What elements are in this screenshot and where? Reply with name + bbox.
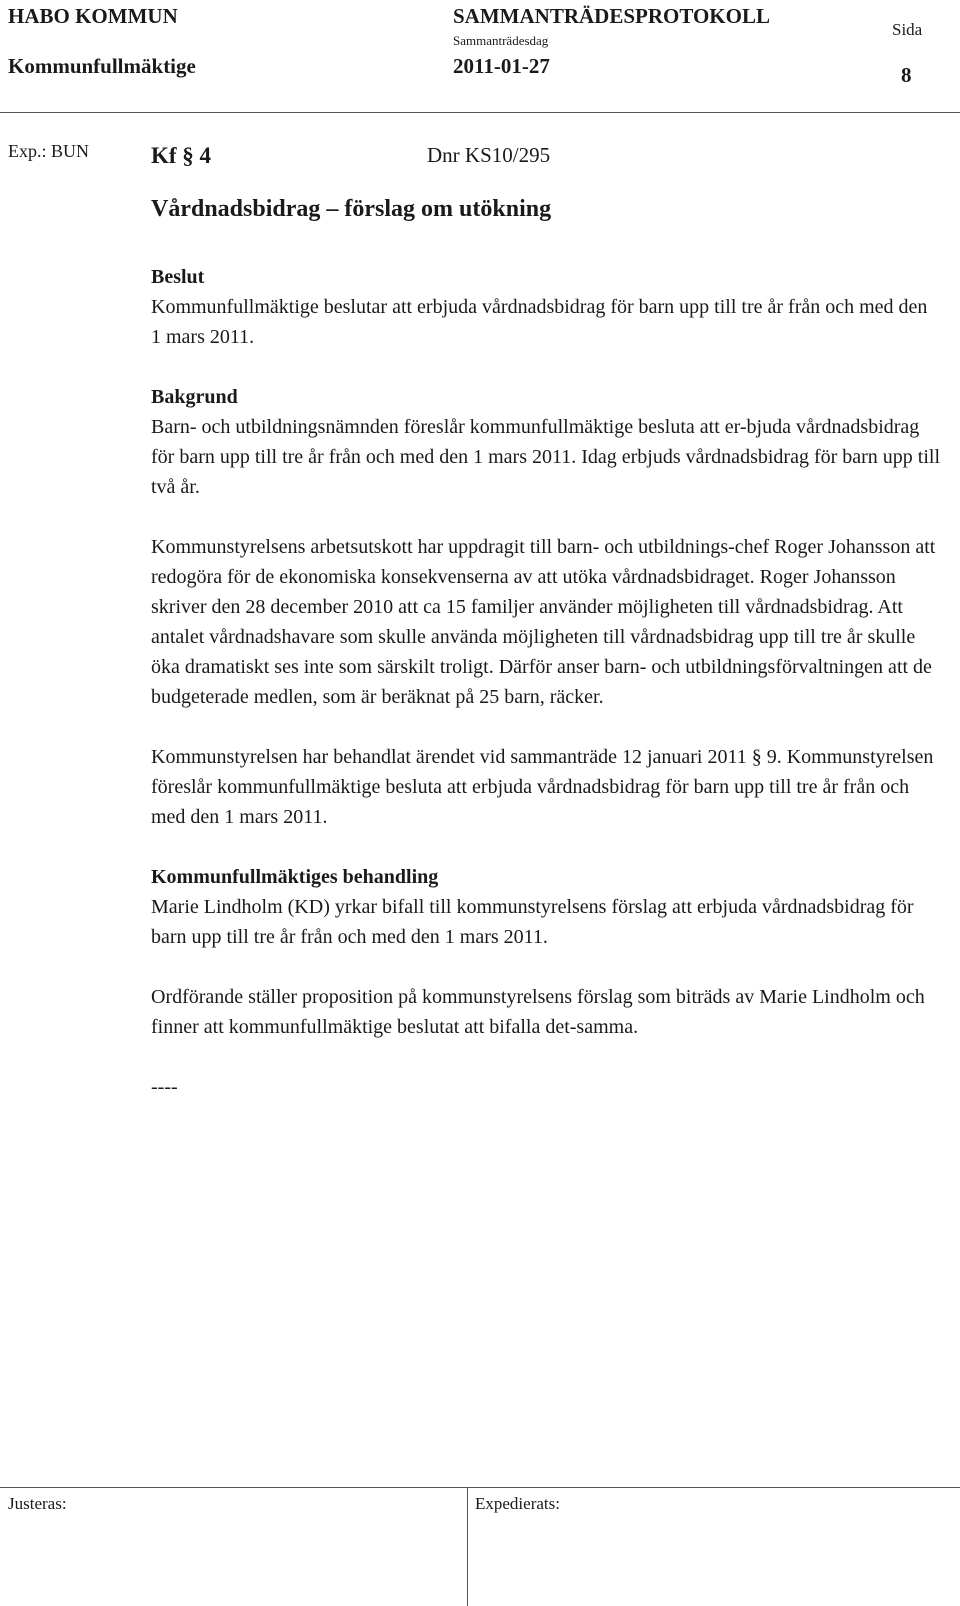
meeting-date: 2011-01-27: [453, 54, 550, 78]
dnr: Dnr KS10/295: [427, 143, 551, 167]
ksau-text: Kommunstyrelsens arbetsutskott har uppdragit till barn- och utbildnings-chef Roger Johansson att redogöra för de ekonomiska konsekvenserna av att utöka vårdnadsbidraget. Roger Johansson skriver den 28 december 2010 att ca 15 familjer använder möjligheten till vårdnadsbidrag. Att antalet vårdnadshavare som skulle använda möjligheten till vårdnadsbidrag upp till tre år skulle öka dramatiskt ses inte som särskilt troligt. Därför anser barn- och utbildningsförvaltningen att de budgeterade medlen, som är beräknat på 25 barn, räcker.: [151, 536, 936, 708]
footer-rule: [0, 1487, 960, 1488]
ks-text: Kommunstyrelsen har behandlat ärendet vid sammanträde 12 januari 2011 § 9. Kommunstyrelsen föreslår kommunfullmäktige besluta att erbjuda vårdnadsbidrag för barn upp till tre år från och med den 1 mars 2011.: [151, 746, 934, 828]
kf-text: Marie Lindholm (KD) yrkar bifall till kommunstyrelsens förslag att erbjuda vårdnadsbidrag för barn upp till tre år från och med den 1 mars 2011.: [151, 896, 914, 948]
separator: ----: [151, 1076, 178, 1098]
protocol-body: [151, 262, 941, 1102]
case-title: Vårdnadsbidrag – förslag om utökning: [151, 196, 552, 222]
bakgrund-heading: Bakgrund: [151, 386, 238, 408]
date-label: Sammanträdesdag: [453, 33, 549, 48]
footer-divider: [467, 1487, 468, 1606]
bakgrund-text: Barn- och utbildningsnämnden föreslår kommunfullmäktige besluta att er-bjuda vårdnadsbidrag för barn upp till tre år från och med den 1 mars 2011. Idag erbjuds vårdnadsbidrag för barn upp till två år.: [151, 416, 941, 498]
paragraph-number: Kf § 4: [151, 143, 212, 168]
ordf-text: Ordförande ställer proposition på kommunstyrelsens förslag som biträds av Marie Lindholm och finner att kommunfullmäktige beslutat att bifalla det-samma.: [151, 986, 925, 1038]
page-label: Sida: [892, 20, 923, 39]
expedierats-label: Expedierats:: [475, 1494, 560, 1513]
exp-line: [8, 141, 89, 162]
page-number: 8: [901, 63, 912, 87]
header-rule: [0, 112, 960, 113]
kf-heading: Kommunfullmäktiges behandling: [151, 866, 439, 888]
org-name: HABO KOMMUN: [8, 4, 178, 28]
doc-type: SAMMANTRÄDESPROTOKOLL: [453, 4, 770, 28]
beslut-heading: Beslut: [151, 266, 205, 288]
body-name: Kommunfullmäktige: [8, 54, 196, 78]
justeras-label: Justeras:: [8, 1494, 67, 1513]
exp-label: Exp.:: [8, 141, 47, 161]
exp-value: BUN: [51, 141, 90, 161]
beslut-text: Kommunfullmäktige beslutar att erbjuda vårdnadsbidrag för barn upp till tre år från och med den 1 mars 2011.: [151, 296, 928, 348]
